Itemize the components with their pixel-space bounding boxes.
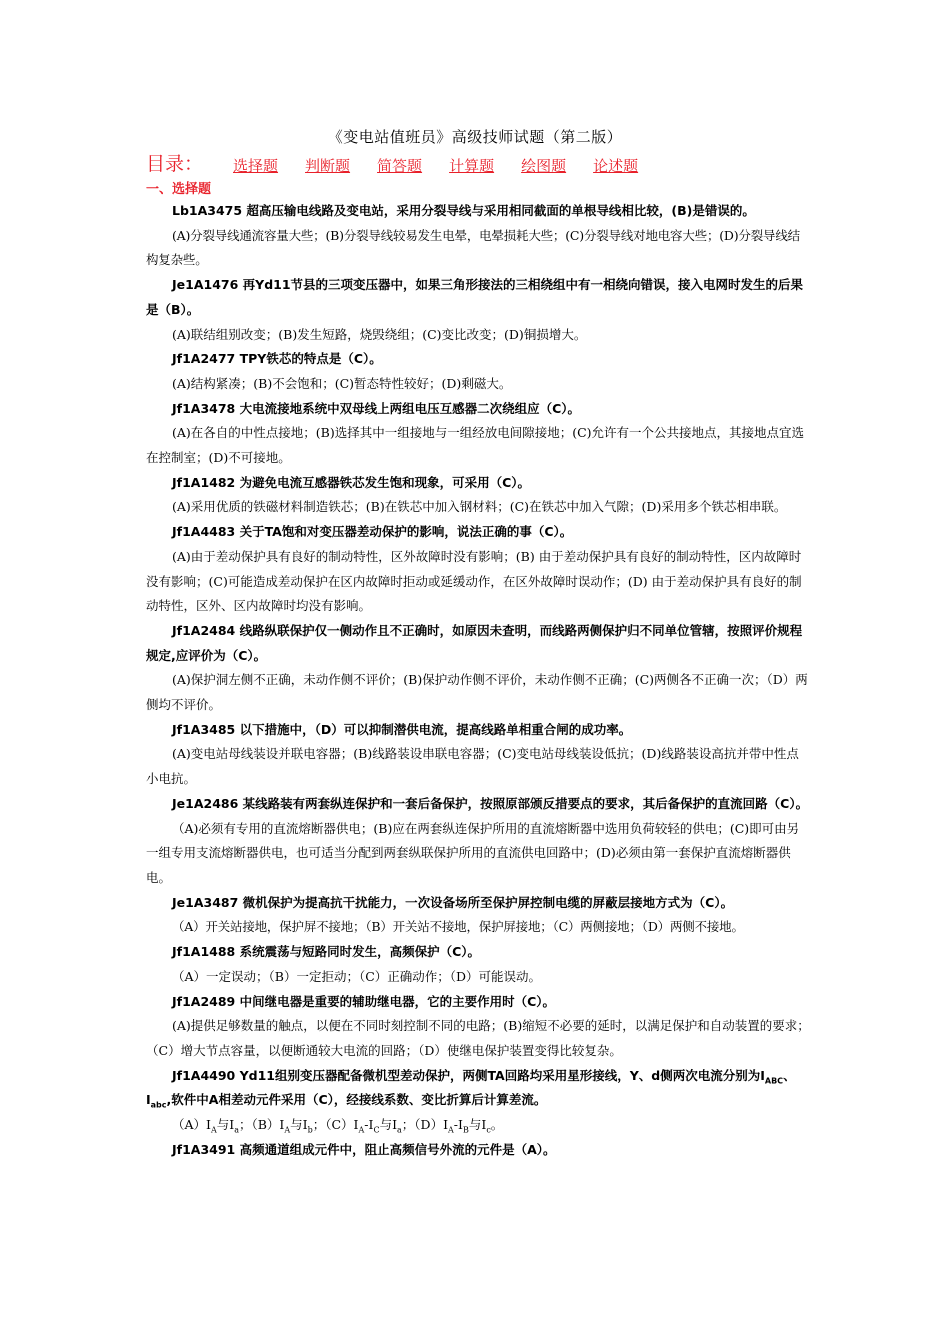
options: (A)提供足够数量的触点，以便在不同时刻控制不同的电路；(B)缩短不必要的延时，以满足保护和自动装置的要求；（C）增大节点容量，以便断通较大电流的回路；（D）使继电保护装置变得比较复杂。 [146, 1018, 810, 1058]
options: (A)结构紧凑；(B)不会饱和；(C)暂态特性较好；(D)剩磁大。 [172, 375, 512, 391]
subscript: A [210, 1125, 217, 1135]
options: （A）一定误动；（B）一定拒动；（C）正确动作；（D）可能误动。 [172, 968, 542, 984]
question-text: 、I [146, 1067, 796, 1108]
subscript: A [358, 1125, 365, 1135]
option-text: 与I [468, 1117, 487, 1133]
toc-link-calculation[interactable]: 计算题 [449, 157, 495, 175]
document-title: 《变电站值班员》高级技师试题（第二版） [327, 128, 623, 146]
option-text: -I [364, 1117, 374, 1133]
option-text: -I [453, 1117, 463, 1133]
toc-link-drawing[interactable]: 绘图题 [521, 157, 567, 175]
option-text: ；（B）I [238, 1117, 285, 1133]
toc-link-choice[interactable]: 选择题 [233, 157, 279, 175]
toc-link-essay[interactable]: 论述题 [593, 157, 639, 175]
options [146, 1113, 810, 1138]
question: Jf1A3478 大电流接地系统中双母线上两组电压互感器二次绕组应（C）。 [172, 400, 581, 416]
question: Je1A3487 微机保护为提高抗干扰能力，一次设备场所至保护屏控制电缆的屏蔽层接地方式为（C）。 [172, 894, 734, 910]
question: Lb1A3475 超高压输电线路及变电站，采用分裂导线与采用相同截面的单根导线相比较，(B)是错误的。 [172, 203, 755, 218]
subscript: ABC [764, 1076, 784, 1086]
question-list [146, 199, 810, 1162]
question: Jf1A3491 高频通道组成元件中，阻止高频信号外流的元件是（A）。 [172, 1141, 556, 1157]
subscript: B [462, 1125, 469, 1135]
option-text: （A）I [172, 1117, 211, 1133]
table-of-contents [146, 150, 665, 176]
question: Jf1A3485 以下措施中，（D）可以抑制潜供电流，提高线路单相重合闸的成功率。 [172, 721, 632, 737]
subscript: A [284, 1125, 291, 1135]
options: (A)采用优质的铁磁材料制造铁芯；(B)在铁芯中加入钢材料；(C)在铁芯中加入气隙；(D)采用多个铁芯相串联。 [172, 499, 787, 515]
question: Je1A2486 某线路装有两套纵连保护和一套后备保护，按照原部颁反措要点的要求，其后备保护的直流回路（C）。 [172, 795, 809, 811]
toc-link-short-answer[interactable]: 简答题 [377, 157, 423, 175]
question: Je1A1476 再Yd11节县的三项变压器中，如果三角形接法的三相绕组中有一相绕向错误，接入电网时发生的后果是（B）。 [146, 277, 804, 317]
question: Jf1A1488 系统震荡与短路同时发生，高频保护（C）。 [172, 944, 481, 960]
option-text: 与I [290, 1117, 308, 1133]
subscript: a [397, 1125, 402, 1135]
option-text: 与I [216, 1117, 235, 1133]
options: (A)联结组别改变；(B)发生短路，烧毁绕组；(C)变比改变；(D)铜损增大。 [172, 326, 587, 342]
toc-link-judgment[interactable]: 判断题 [305, 157, 351, 175]
option-text: 与I [379, 1117, 398, 1133]
toc-label: 目录： [146, 153, 204, 175]
options: （A）开关站接地，保护屏不接地；（B）开关站不接地，保护屏接地；（C）两侧接地；（D）两侧不接地。 [172, 919, 744, 935]
question-text: Jf1A4490 Yd11组别变压器配备微机型差动保护，两侧TA回路均采用星形接线，Y、d侧两次电流分别为I [172, 1067, 765, 1083]
subscript: b [307, 1125, 313, 1135]
subscript: a [234, 1125, 239, 1135]
options: (A)由于差动保护具有良好的制动特性，区外故障时没有影响；(B) 由于差动保护具有良好的制动特性，区内故障时没有影响；(C)可能造成差动保护在区内故障时拒动或延缓动作，在区外故障时误动作；(D) 由于差动保护具有良好的制动特性，区外、区内故障时均没有影响。 [146, 548, 802, 614]
options: (A)变电站母线装设并联电容器；(B)线路装设串联电容器；(C)变电站母线装设低抗；(D)线路装设高抗并带中性点小电抗。 [146, 746, 799, 787]
options: (A)保护洞左侧不正确，未动作侧不评价；(B)保护动作侧不评价，未动作侧不正确；(C)两侧各不正确一次；（D）两侧均不评价。 [146, 672, 808, 713]
question: Jf1A2477 TPY铁芯的特点是（C）。 [172, 351, 382, 367]
subscript: c [486, 1125, 491, 1135]
option-text: ；（C）I [312, 1117, 359, 1133]
question-text: ,软件中A相差动元件采用（C），经接线系数、变比折算后计算差流。 [166, 1092, 547, 1108]
option-text: ；（D）I [401, 1117, 449, 1133]
question [146, 1064, 810, 1113]
question: Jf1A4483 关于TA饱和对变压器差动保护的影响，说法正确的事（C）。 [172, 524, 573, 540]
question: Jf1A2489 中间继电器是重要的辅助继电器，它的主要作用时（C）。 [172, 993, 556, 1009]
subscript: C [373, 1125, 380, 1135]
question: Jf1A2484 线路纵联保护仅一侧动作且不正确时，如原因未查明，而线路两侧保护归不同单位管辖，按照评价规程规定,应评价为（C）。 [146, 622, 803, 663]
option-text: 。 [490, 1117, 504, 1133]
options: （A)必须有专用的直流熔断器供电；(B)应在两套纵连保护所用的直流熔断器中选用负荷较轻的供电；(C)即可由另一组专用支流熔断器供电，也可适当分配到两套纵联保护所用的直流供电回路中；(D)必须由第一套保护直流熔断器供电。 [146, 820, 800, 885]
options: (A)在各自的中性点接地；(B)选择其中一组接地与一组经放电间隙接地；(C)允许有一个公共接地点，其接地点宜选在控制室；(D)不可接地。 [146, 425, 805, 466]
section-heading: 一、选择题 [146, 182, 212, 197]
subscript: abc [150, 1100, 167, 1110]
question: Jf1A1482 为避免电流互感器铁芯发生饱和现象，可采用（C）。 [172, 474, 531, 490]
subscript: A [448, 1125, 454, 1135]
options: (A)分裂导线通流容量大些；(B)分裂导线较易发生电晕，电晕损耗大些；(C)分裂导线对地电容大些；(D)分裂导线结构复杂些。 [146, 227, 800, 268]
